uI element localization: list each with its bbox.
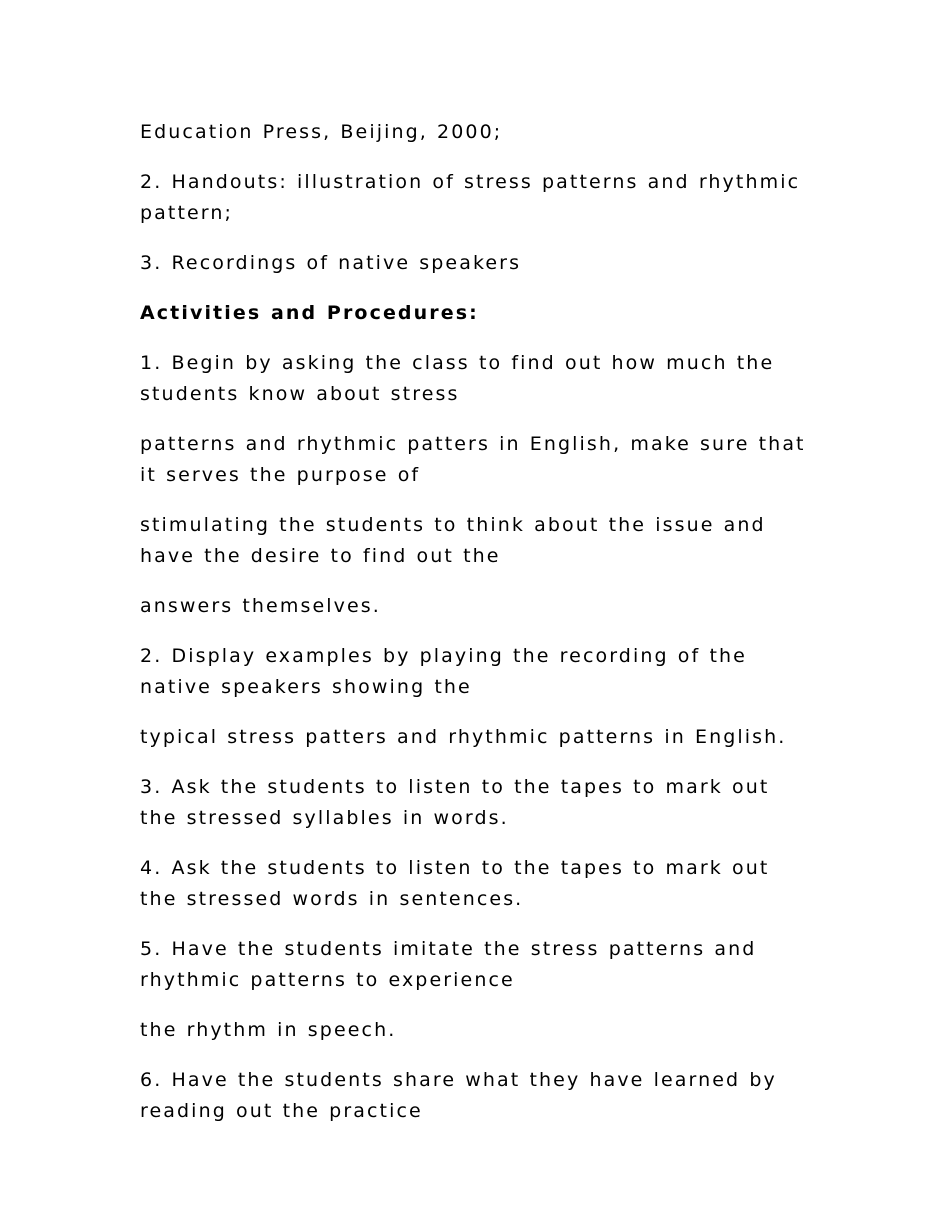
- paragraph-reference-continued: Education Press, Beijing, 2000;: [140, 121, 503, 143]
- paragraph-step-6: 6. Have the students share what they have learned by reading out the practice: [140, 1069, 777, 1122]
- paragraph-step-2-cont: typical stress patters and rhythmic patterns in English.: [140, 726, 787, 748]
- paragraph-step-4: 4. Ask the students to listen to the tapes to mark out the stressed words in sentences.: [140, 857, 770, 910]
- paragraph-step-1-cont-c: answers themselves.: [140, 595, 381, 617]
- paragraph-handouts: 2. Handouts: illustration of stress patterns and rhythmic pattern;: [140, 171, 801, 224]
- paragraph-step-1-cont-a: patterns and rhythmic patters in English, make sure that it serves the purpose of: [140, 433, 806, 486]
- paragraph-step-2: 2. Display examples by playing the recording of the native speakers showing the: [140, 645, 747, 698]
- paragraph-step-1-cont-b: stimulating the students to think about the issue and have the desire to find out the: [140, 514, 766, 567]
- paragraph-step-5: 5. Have the students imitate the stress patterns and rhythmic patterns to experience: [140, 938, 757, 991]
- paragraph-step-3: 3. Ask the students to listen to the tapes to mark out the stressed syllables in words.: [140, 776, 770, 829]
- paragraph-step-1: 1. Begin by asking the class to find out how much the students know about stress: [140, 352, 775, 405]
- paragraph-step-5-cont: the rhythm in speech.: [140, 1019, 397, 1041]
- section-heading-activities: Activities and Procedures:: [140, 302, 479, 324]
- paragraph-recordings: 3. Recordings of native speakers: [140, 252, 522, 274]
- document-page: [140, 117, 810, 1146]
